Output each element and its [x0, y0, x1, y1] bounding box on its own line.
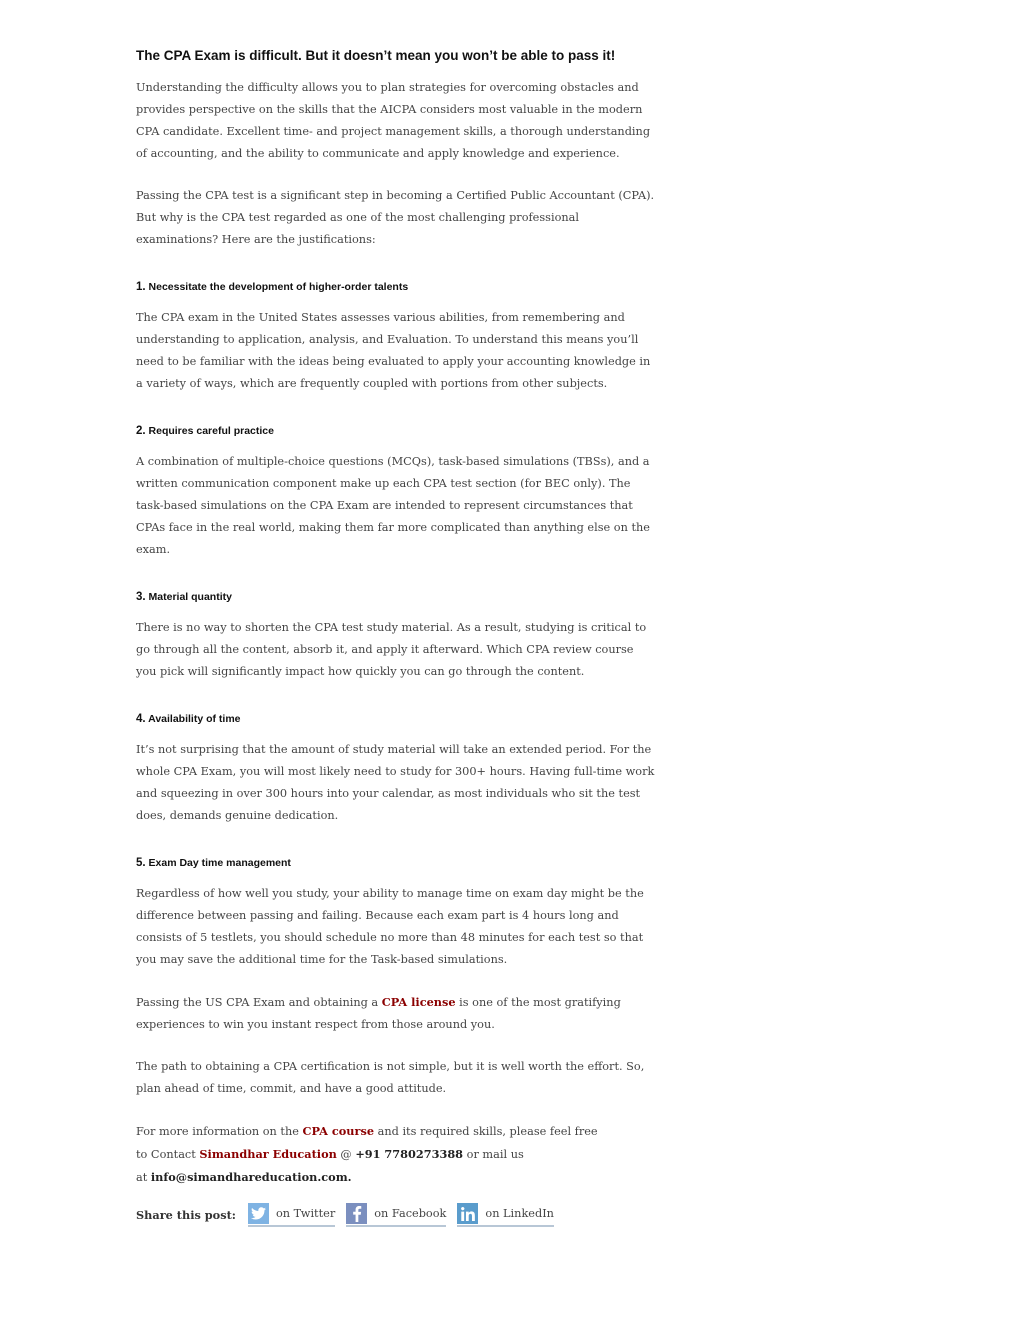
share-bar — [136, 1202, 656, 1228]
section-title: Requires careful practice — [148, 425, 274, 437]
section-number: 5. — [136, 857, 146, 869]
section-body: Regardless of how well you study, your ability to manage time on exam day might be the difference between passing and failing. Because each exam part is 4 hours long and consists of 5 testlets, you should schedule no more than 48 minutes for each test so that you may save the additional time for the Task-based simulations. — [136, 887, 644, 966]
section-2 — [136, 415, 656, 561]
section-title: Exam Day time management — [148, 857, 291, 869]
section-heading — [136, 581, 656, 607]
article — [136, 46, 656, 1228]
cpa-license-link[interactable]: CPA license — [381, 995, 456, 1009]
license-text-before: Passing the US CPA Exam and obtaining a — [136, 996, 382, 1009]
cpa-course-link[interactable]: CPA course — [302, 1124, 375, 1138]
contact-text: @ — [336, 1148, 356, 1161]
section-3 — [136, 581, 656, 683]
section-title: Availability of time — [148, 713, 241, 725]
section-number: 3. — [136, 591, 146, 603]
simandhar-education-link[interactable]: Simandhar Education — [199, 1147, 337, 1161]
intro-paragraph-1: Understanding the difficulty allows you to plan strategies for overcoming obstacles and provides perspective on the skills that the AICPA considers most valuable in the modern CPA candidate. Excellent time- and project management skills, a thorough understanding of accounting, and the ability to communicate and apply knowledge and experience. — [136, 81, 651, 160]
section-heading — [136, 703, 656, 729]
license-text-after: is one of the most gratifying experiences to win you instant respect from those around you. — [136, 996, 621, 1031]
phone-number: +91 7780273388 — [355, 1147, 464, 1161]
intro-paragraph-2: Passing the CPA test is a significant step in becoming a Certified Public Accountant (CPA). But why is the CPA test regarded as one of the most challenging professional examinations? Here are the justifications: — [136, 189, 655, 246]
section-title: Necessitate the development of higher-order talents — [148, 281, 409, 293]
path-paragraph: The path to obtaining a CPA certification is not simple, but it is well worth the effort. So, plan ahead of time, commit, and have a good attitude. — [136, 1060, 645, 1095]
facebook-icon — [346, 1203, 367, 1224]
share-twitter-label: on Twitter — [275, 1207, 336, 1220]
contact-text: or mail us — [463, 1148, 524, 1161]
license-paragraph — [136, 991, 656, 1036]
article-title: The CPA Exam is difficult. But it doesn’t mean you won’t be able to pass it! — [136, 48, 616, 63]
share-facebook-link[interactable] — [346, 1203, 446, 1227]
section-title: Material quantity — [148, 591, 232, 603]
section-heading — [136, 847, 656, 873]
section-5 — [136, 847, 656, 971]
contact-text: at — [136, 1171, 151, 1184]
section-number: 1. — [136, 281, 146, 293]
contact-text: and its required skills, please feel free — [374, 1125, 598, 1138]
linkedin-icon — [457, 1203, 478, 1224]
share-facebook-label: on Facebook — [374, 1207, 447, 1220]
share-linkedin-link[interactable] — [457, 1203, 554, 1227]
section-heading — [136, 415, 656, 441]
email-address: info@simandhareducation.com. — [150, 1170, 352, 1184]
section-4 — [136, 703, 656, 827]
twitter-icon — [248, 1203, 269, 1224]
section-body: The CPA exam in the United States assesses various abilities, from remembering and understanding to application, analysis, and Evaluation. To understand this means you’ll need to be familiar with the ideas being evaluated to apply your accounting knowledge in a variety of ways, which are frequently coupled with portions from other subjects. — [136, 311, 651, 390]
section-1 — [136, 271, 656, 395]
section-number: 4. — [136, 713, 146, 725]
section-body: There is no way to shorten the CPA test study material. As a result, studying is critical to go through all the content, absorb it, and apply it afterward. Which CPA review course you pick will significantly impact how quickly you can go through the content. — [136, 621, 647, 678]
contact-paragraph — [136, 1120, 656, 1189]
contact-text: For more information on the — [136, 1125, 303, 1138]
section-heading — [136, 271, 656, 297]
section-number: 2. — [136, 425, 146, 437]
share-label: Share this post: — [136, 1208, 236, 1222]
share-twitter-link[interactable] — [248, 1203, 335, 1227]
share-linkedin-label: on LinkedIn — [485, 1207, 554, 1220]
section-body: It’s not surprising that the amount of study material will take an extended period. For the whole CPA Exam, you will most likely need to study for 300+ hours. Having full-time work and squeezing in over 300 hours into your calendar, as most individuals who sit the test does, demands genuine dedication. — [136, 743, 655, 822]
contact-text: to Contact — [136, 1148, 200, 1161]
section-body: A combination of multiple-choice questions (MCQs), task-based simulations (TBSs), and a written communication component make up each CPA test section (for BEC only). The task-based simulations on the CPA Exam are intended to represent circumstances that CPAs face in the real world, making them far more complicated than anything else on the exam. — [136, 455, 650, 556]
